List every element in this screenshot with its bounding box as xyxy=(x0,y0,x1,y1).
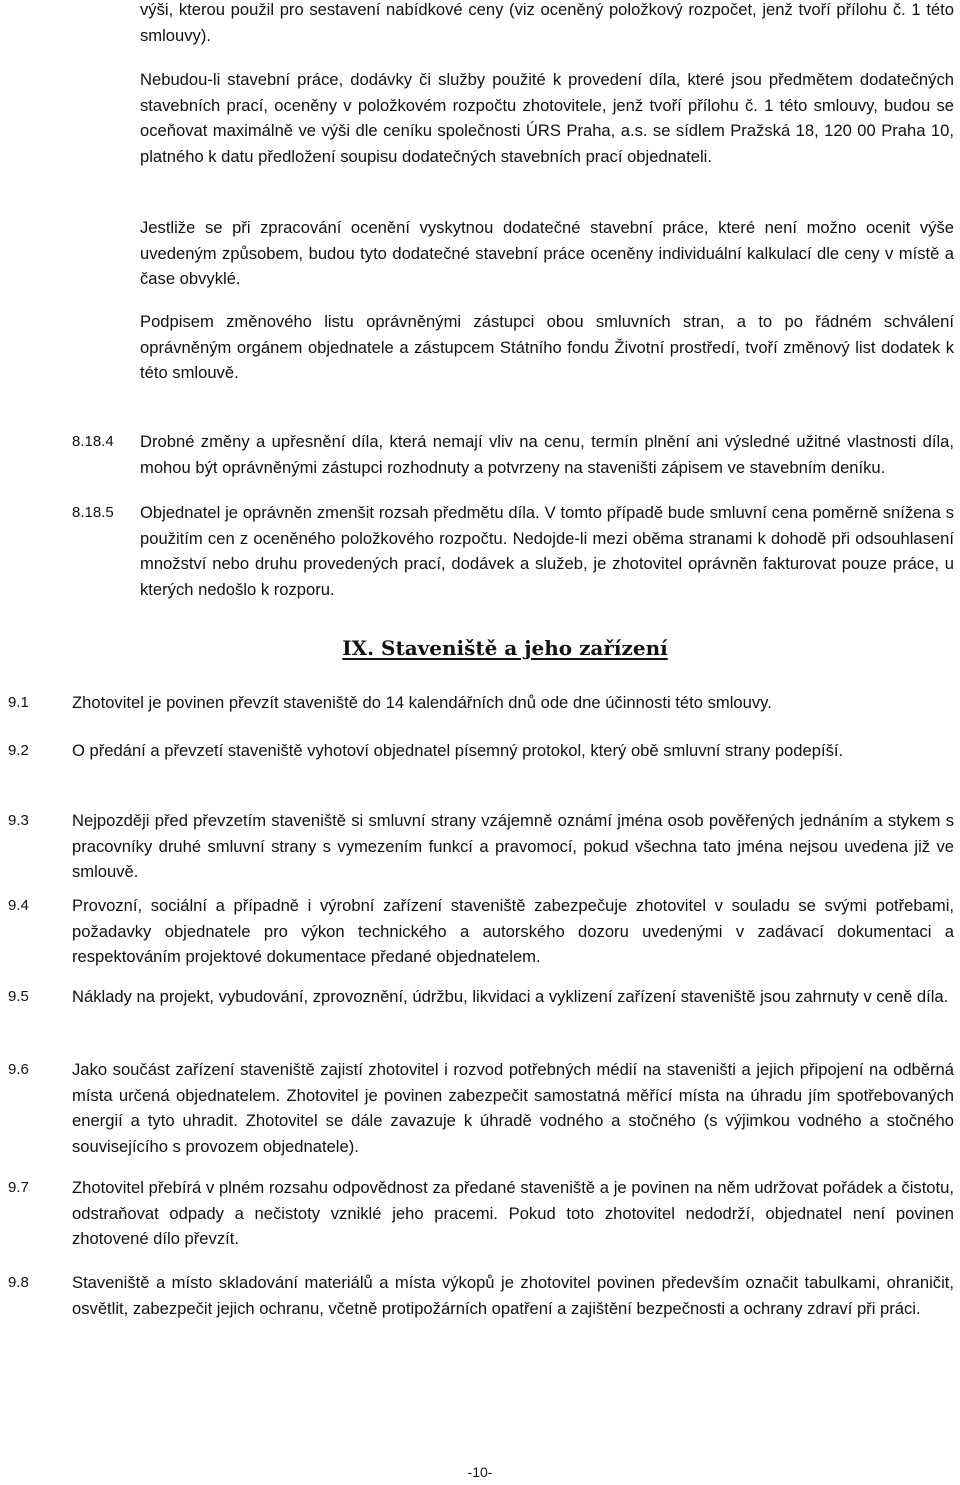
clause-text: Náklady na projekt, vybudování, zprovoznění, údržbu, likvidaci a vyklizení zařízení staveniště jsou zahrnuty v ceně díla. xyxy=(72,987,949,1006)
page-number: -10- xyxy=(467,1464,493,1480)
clause-text: O předání a převzetí staveniště vyhotoví objednatel písemný protokol, který obě smluvní strany podepíší. xyxy=(72,741,844,760)
clause-text: Provozní, sociální a případně i výrobní zařízení staveniště zabezpečuje zhotovitel v souladu se svými potřebami, požadavky objednatele pro výkon technického a autorského dozoru uvedenými v zadávací dokumentaci a respektováním projektové dokumentace předané objednatelem. xyxy=(72,896,954,966)
clause-text: Nejpozději před převzetím staveniště si smluvní strany vzájemně oznámí jména osob pověřených jednáním a stykem s pracovníky druhé smluvní strany s vymezením funkcí a pravomocí, pokud všechna tato jména nejsou uvedena již ve smlouvě. xyxy=(72,811,954,881)
clause-number: 8.18.4 xyxy=(72,433,114,450)
clause-text: Zhotovitel je povinen převzít staveniště do 14 kalendářních dnů ode dne účinnosti této smlouvy. xyxy=(72,693,772,712)
clause-text: Drobné změny a upřesnění díla, která nemají vliv na cenu, termín plnění ani výsledné užitné vlastnosti díla, mohou být oprávněnými zástupci rozhodnuty a potvrzeny na staveništi zápisem ve stavebním deníku. xyxy=(140,432,954,477)
clause-text: Staveniště a místo skladování materiálů a místa výkopů je zhotovitel povinen především označit tabulkami, ohraničit, osvětlit, zabezpečit jejich ochranu, včetně protipožárních opatření a zajištění bezpečnosti a ochrany zdraví při práci. xyxy=(72,1273,954,1318)
section-heading: IX. Staveniště a jeho zařízení xyxy=(342,636,668,660)
clause-number: 9.6 xyxy=(8,1061,29,1078)
clause-text: Jako součást zařízení staveniště zajistí zhotovitel i rozvod potřebných médií na staveništi a jejich připojení na odběrná místa určená objednatelem. Zhotovitel je povinen zabezpečit samostatná měřící místa na úhradu jím spotřebovaných energií a tyto uhradit. Zhotovitel se dále zavazuje k úhradě vodného a stočného (s výjimkou vodného a stočného souvisejícího s provozem objednatele). xyxy=(72,1060,954,1156)
clause-text: Objednatel je oprávněn zmenšit rozsah předmětu díla. V tomto případě bude smluvní cena poměrně snížena s použitím cen z oceněného položkového rozpočtu. Nedojde-li mezi oběma stranami k dohodě při odsouhlasení množství nebo druhu provedených prací, dodávek a služeb, je zhotovitel oprávněn fakturovat pouze práce, u kterých nedošlo k rozporu. xyxy=(140,503,954,599)
paragraph-intro: výši, kterou použil pro sestavení nabídkové ceny (viz oceněný položkový rozpočet, jenž tvoří přílohu č. 1 této smlouvy). xyxy=(140,0,954,45)
paragraph-podpisem: Podpisem změnového listu oprávněnými zástupci obou smluvních stran, a to po řádném schválení oprávněným orgánem objednatele a zástupcem Státního fondu Životní prostředí, tvoří změnový list dodatek k této smlouvě. xyxy=(140,312,954,382)
clause-number: 9.7 xyxy=(8,1179,29,1196)
clause-number: 9.1 xyxy=(8,694,29,711)
clause-number: 9.5 xyxy=(8,988,29,1005)
paragraph-nebudou: Nebudou-li stavební práce, dodávky či služby použité k provedení díla, které jsou předmětem dodatečných stavebních prací, oceněny v položkovém rozpočtu zhotovitele, jenž tvoří přílohu č. 1 této smlouvy, budou se oceňovat maximálně ve výši dle ceníku společnosti ÚRS Praha, a.s. se sídlem Pražská 18, 120 00 Praha 10, platného k datu předložení soupisu dodatečných stavebních prací objednateli. xyxy=(140,70,954,166)
paragraph-jestlize: Jestliže se při zpracování ocenění vyskytnou dodatečné stavební práce, které není možno ocenit výše uvedeným způsobem, budou tyto dodatečné stavební práce oceněny individuální kalkulací dle ceny v místě a čase obvyklé. xyxy=(140,218,954,288)
clause-number: 9.2 xyxy=(8,742,29,759)
clause-number: 9.8 xyxy=(8,1274,29,1291)
clause-text: Zhotovitel přebírá v plném rozsahu odpovědnost za předané staveniště a je povinen na něm udržovat pořádek a čistotu, odstraňovat odpady a nečistoty vzniklé jeho pracemi. Pokud toto zhotovitel nedodrží, objednatel není povinen zhotovené dílo převzít. xyxy=(72,1178,954,1248)
clause-number: 8.18.5 xyxy=(72,504,114,521)
clause-number: 9.3 xyxy=(8,812,29,829)
clause-number: 9.4 xyxy=(8,897,29,914)
